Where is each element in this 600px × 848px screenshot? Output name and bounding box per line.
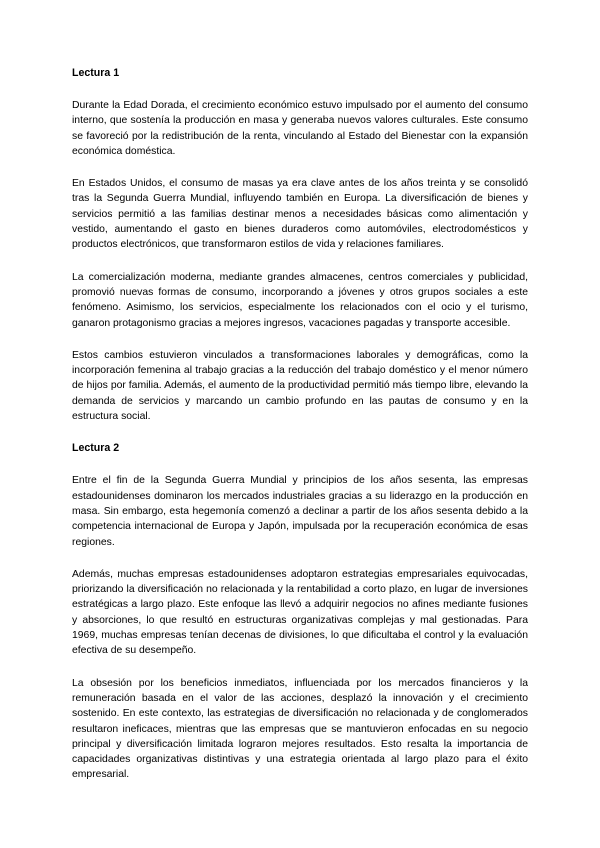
paragraph: La obsesión por los beneficios inmediatos, influenciada por los mercados financieros y la remuneración basada en el valor de las acciones, desplazó la innovación y el crecimiento sostenido. En este contexto, las estrategias de diversificación no relacionada y de conglomerados resultaron ineficaces, mientras que las empresas que se mantuvieron enfocadas en su negocio principal y diversificación limitada lograron mejores resultados. Esto resalta la importancia de capacidades organizativas distintivas y una estrategia orientada al largo plazo para el éxito empresarial. (72, 677, 528, 781)
section-title-lectura-1: Lectura 1 (72, 67, 120, 79)
paragraph: Entre el fin de la Segunda Guerra Mundial y principios de los años sesenta, las empresas estadounidenses dominaron los mercados industriales gracias a su liderazgo en la producción en masa. Sin embargo, esta hegemonía comenzó a declinar a partir de los años sesenta debido a la competencia internacional de Europa y Japón, impulsada por la recuperación económica de esas regiones. (72, 475, 528, 548)
paragraph: Durante la Edad Dorada, el crecimiento económico estuvo impulsado por el aumento del consumo interno, que sostenía la producción en masa y generaba nuevos valores culturales. Este consumo se favoreció por la redistribución de la renta, vinculando al Estado del Bienestar con la expansión económica doméstica. (72, 100, 528, 157)
section-title-lectura-2: Lectura 2 (72, 442, 120, 455)
paragraph: Estos cambios estuvieron vinculados a transformaciones laborales y demográficas, como la incorporación femenina al trabajo gracias a la reducción del trabajo doméstico y el menor número de hijos por familia. Además, el aumento de la productividad permitió más tiempo libre, elevando la demanda de servicios y marcando un cambio profundo en las pautas de consumo y en la estructura social. (72, 349, 528, 423)
paragraph: La comercialización moderna, mediante grandes almacenes, centros comerciales y publicidad, promovió nuevas formas de consumo, incorporando a jóvenes y otros grupos sociales a este fenómeno. Asimismo, los servicios, especialmente los relacionados con el ocio y el turismo, ganaron protagonismo gracias a mejores ingresos, vacaciones pagadas y transporte accesible. (72, 271, 528, 329)
paragraph: Además, muchas empresas estadounidenses adoptaron estrategias empresariales equivocadas, priorizando la diversificación no relacionada y la rentabilidad a corto plazo, en lugar de inversiones estratégicas a largo plazo. Este enfoque las llevó a adquirir negocios no afines mediante fusiones y absorciones, lo que resultó en estructuras organizativas complejas y mal gestionadas. Para 1969, muchas empresas tenían decenas de divisiones, lo que dificultaba el control y la evaluación efectiva de su desempeño. (72, 568, 528, 657)
document-page (72, 66, 528, 800)
paragraph: En Estados Unidos, el consumo de masas ya era clave antes de los años treinta y se consolidó tras la Segunda Guerra Mundial, influyendo también en Europa. La diversificación de bienes y servicios permitió a las familias destinar menos a necesidades básicas como alimentación y vestido, aumentando el gasto en bienes duraderos como automóviles, electrodomésticos y productos electrónicos, que transformaron estilos de vida y relaciones familiares. (72, 178, 528, 251)
